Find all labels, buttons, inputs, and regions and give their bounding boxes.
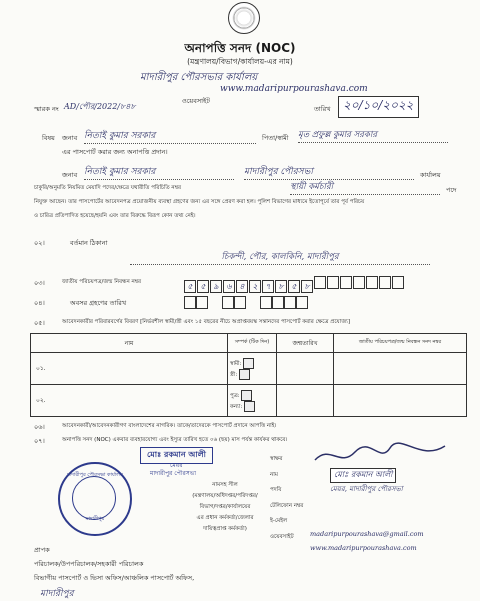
date-box <box>260 296 272 309</box>
checkbox-icon[interactable] <box>244 401 255 412</box>
date-box <box>272 296 284 309</box>
father-name: মৃত প্রফুল্ল কুমার সরকার <box>298 128 448 143</box>
nid-digit-empty <box>392 276 404 289</box>
label-website: ওয়েবসাইট <box>270 533 294 540</box>
date-box <box>196 296 208 309</box>
date-box <box>184 296 196 309</box>
recipient-line-1: পরিচালক/উপপরিচালক/সহকারী পরিচালক <box>34 560 144 568</box>
nid-digit: ৮ <box>301 280 313 293</box>
website-value: www.madaripurpourashava.com <box>220 84 368 94</box>
office-name-handwritten: মাদারীপুর পৌরসভার কার্যালয় <box>140 72 258 83</box>
nid-digit: ৮ <box>275 280 287 293</box>
seal-subtext: মাদারীপুর <box>85 516 105 522</box>
document-subtitle: (মন্ত্রণালয়/বিভাগ/কার্যালয়-এর নাম) <box>187 57 293 66</box>
line3-value: স্থায়ী কর্মচারী <box>290 180 440 195</box>
line2-name: নিতাই কুমার সরকার <box>84 164 234 180</box>
label-name-seal: নামসহ সীল <box>212 482 238 488</box>
nid-digit-boxes <box>184 274 405 293</box>
dob-cell <box>277 385 334 417</box>
date-box <box>296 296 308 309</box>
row-number: ০২. <box>36 397 46 404</box>
name-prefix: জনাব <box>62 134 78 142</box>
item06-number: ০৬। <box>34 423 45 431</box>
seal-text: মাদারীপুর পৌরসভা কার্যালয় <box>67 472 123 478</box>
nid-digit-empty <box>379 276 391 289</box>
subject-tail: এর পাসপোর্ট করার জন্য অনাপত্তি প্রদান। <box>62 148 168 156</box>
item03-label: জাতীয় পরিচয়পত্র/জন্ম নিবন্ধন নম্বর <box>62 279 142 285</box>
line3-text: চাকুরি/অনুমতি নিয়মিত মেয়াদি পদের/ক্ষেত্রে যথারীতি পরিচিতি নম্বর <box>34 185 181 191</box>
item02-label: বর্তমান ঠিকানা <box>70 239 108 247</box>
table-header-nid: জাতীয় পরিচয়পত্র/জন্ম নিবন্ধন সনদ নম্বর <box>334 334 467 353</box>
row-number: ০১. <box>36 365 46 372</box>
paragraph-line-2: ও চারিত্র প্রতিপাদিত হয়েছে/হয়নি এবং তার বিরুদ্ধে বিরূপ কোন তথ্য নেই। <box>34 213 196 219</box>
relation-son: পুত্র: <box>230 392 240 399</box>
table-row <box>31 385 228 417</box>
office-stamp: মাদারীপুর পৌরসভা <box>150 470 196 477</box>
item05-number: ০৫। <box>34 319 45 327</box>
date-box <box>234 296 246 309</box>
designation-stamp: মেয়র <box>170 462 183 469</box>
line2-prefix: জনাব <box>62 171 78 179</box>
label-office: বিভাগ/দপ্তর/কার্যালয়ের <box>199 504 251 510</box>
nid-digit-empty <box>314 276 326 289</box>
nid-digit-empty <box>353 276 365 289</box>
table-header-name: নাম <box>31 334 228 353</box>
nid-digit: ৯ <box>210 280 222 293</box>
family-table <box>30 333 467 417</box>
date-label: তারিখ <box>314 105 331 113</box>
nid-digit: ৭ <box>262 280 274 293</box>
recipient-line-2: বিভাগীয় পাসপোর্ট ও ভিসা অফিস/আঞ্চলিক পাসপোর্ট অফিস, <box>34 574 195 582</box>
label-signature: স্বাক্ষর <box>270 456 283 462</box>
relation-husband: স্বামী: <box>230 360 242 367</box>
recipient-label: প্রাপক <box>34 546 50 554</box>
date-box <box>222 296 234 309</box>
applicant-name: নিতাই কুমার সরকার <box>84 128 256 144</box>
nid-digit: ৪ <box>236 280 248 293</box>
government-seal-icon <box>228 2 260 34</box>
line2-suffix: কার্যালয় <box>420 171 441 179</box>
signatory-designation: মেয়র, মাদারীপুর পৌরসভা <box>330 485 403 493</box>
label-name: নাম <box>270 471 278 478</box>
label-telephone: টেলিফোন নম্বর <box>270 502 304 509</box>
label-email: ই-মেইল <box>270 518 288 524</box>
signatory-website: www.madaripurpourashava.com <box>310 544 417 552</box>
item02-number: ০২। <box>34 239 45 247</box>
nid-digit: ৫ <box>184 280 196 293</box>
item03-number: ০৩। <box>34 279 45 287</box>
table-row <box>31 353 228 385</box>
checkbox-icon[interactable] <box>243 358 254 369</box>
present-address: চিকন্দী, পৌর, কালকিনি, মাদারীপুর <box>130 250 430 265</box>
item06-text: আবেদনকারী/আবেদনকারীগণ বাংলাদেশের নাগরিক। তাকে/তাদেরকে পাসপোর্ট প্রদানে আপত্তি নাই। <box>62 423 277 429</box>
table-header-relation: সম্পর্ক (টিক দিন) <box>228 334 277 353</box>
document-title: অনাপত্তি সনদ (NOC) <box>184 41 296 55</box>
signature-right-labels <box>270 452 303 545</box>
item04-number: ০৪। <box>34 299 45 307</box>
name-stamp: মোঃ রকমান আলী <box>140 447 213 464</box>
relation-daughter: কন্যা: <box>230 403 243 410</box>
father-label: পিতা/স্বামী <box>262 134 289 142</box>
relation-wife: স্ত্রী: <box>230 371 238 378</box>
line3-tail: পদে <box>446 186 457 194</box>
reference-label: স্মারক নং <box>34 105 59 113</box>
item05-label: আবেদনকারীর পরিবারবর্গের বিবরণ [নির্ভরশীল স্বামী/স্ত্রী এবং ১৫ বছরের নীচে অপ্রাপ্তবয়স্ক সন্তানদের পাসপোর্ট করার ক্ষেত্রে প্রযোজ্য] <box>62 319 350 325</box>
paragraph-line-1: নিযুক্ত আছেন। তার পাসপোর্টের আবেদনপত্র প্রয়োজনীয় ব্যবস্থা গ্রহণের জন্য এর সঙ্গে প্রেরণ করা হল। পুলিশ বিভাগের মাধ্যমে ইতোপূর্বে তার পূর্ব পরিচয় <box>34 199 365 205</box>
recipient-place: মাদারীপুর <box>40 589 74 599</box>
table-header-dob: জন্মতারিখ <box>277 334 334 353</box>
label-chief-officer: এর প্রধান কর্মকর্তা/জেলার <box>196 515 254 521</box>
nid-digit: ৬ <box>223 280 235 293</box>
label-responsible-officer: দায়িত্বপ্রাপ্ত কর্মকর্তা) <box>203 526 247 532</box>
retirement-date-boxes <box>184 294 308 313</box>
relation-cell <box>228 353 277 385</box>
item07-text: অনাপত্তি সনদ (NOC) একবার ব্যবহারযোগ্য এবং ইস্যুর তারিখ হতে ০৬ (ছয়) মাস পর্যন্ত কার্যকর থাকবে। <box>62 437 288 443</box>
checkbox-icon[interactable] <box>241 390 252 401</box>
signatory-email: madaripurpourashava@gmail.com <box>310 530 424 538</box>
signatory-name: মোঃ রকমান আলী <box>330 468 396 483</box>
nid-digit-empty <box>366 276 378 289</box>
label-designation: পদবি <box>270 487 282 493</box>
nid-digit-empty <box>327 276 339 289</box>
subject-label: বিষয় <box>42 134 55 142</box>
date-box <box>284 296 296 309</box>
reference-value: AD/পৌর/2022/৮৪৮ <box>64 102 136 111</box>
item04-label: অবসর গ্রহণের তারিখ <box>70 299 127 307</box>
item07-number: ০৭। <box>34 437 45 445</box>
date-value: ২০/১০/২০২২ <box>338 96 419 118</box>
nid-cell <box>334 385 467 417</box>
nid-digit: ৫ <box>197 280 209 293</box>
line2-office: মাদারীপুর পৌরসভা <box>244 164 414 180</box>
nid-cell <box>334 353 467 385</box>
seal-inner-ring <box>72 476 116 520</box>
nid-digit: ২ <box>249 280 261 293</box>
label-ministry: (মন্ত্রণালয়/অধিদপ্তর/পরিদপ্তর/ <box>192 493 258 499</box>
dob-cell <box>277 353 334 385</box>
checkbox-icon[interactable] <box>239 369 250 380</box>
website-label: ওয়েবসাইট <box>182 97 210 105</box>
office-round-seal <box>58 462 132 536</box>
nid-digit-empty <box>340 276 352 289</box>
nid-digit: ৫ <box>288 280 300 293</box>
relation-cell <box>228 385 277 417</box>
signature-icon <box>310 442 450 468</box>
